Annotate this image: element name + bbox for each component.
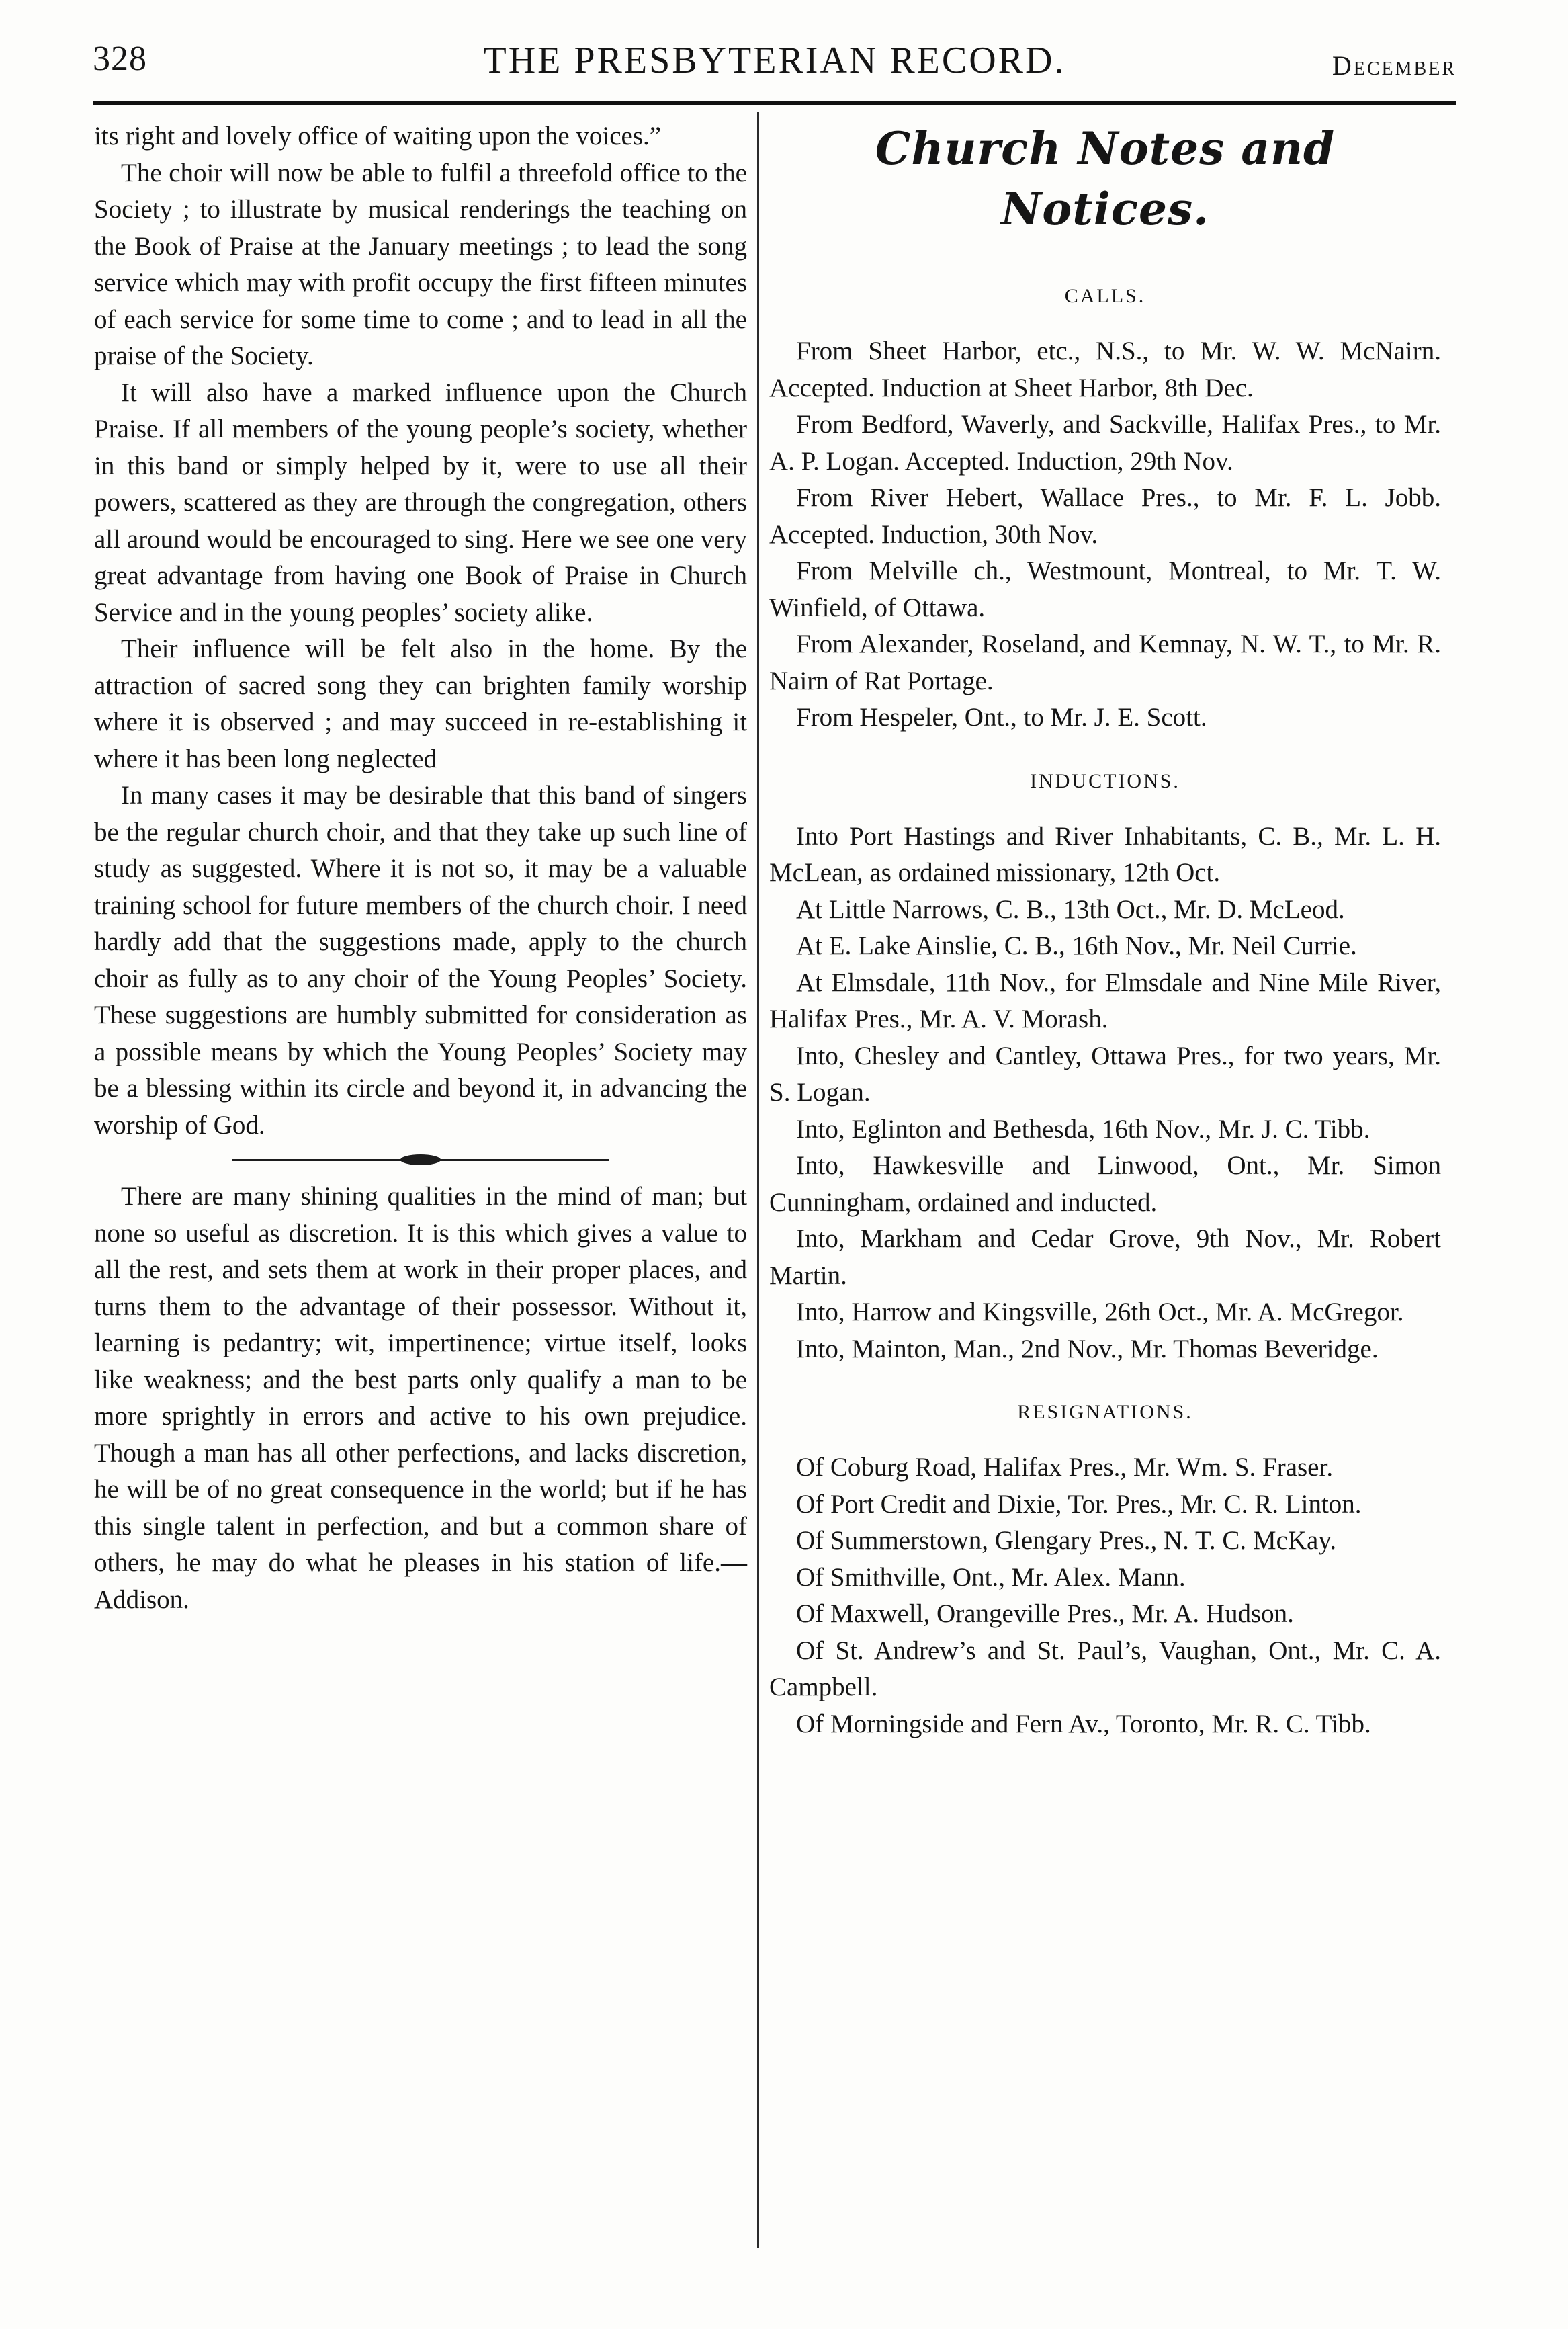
- list-item: Of Morningside and Fern Av., Toronto, Mr. R. C. Tibb.: [796, 1709, 1371, 1738]
- list-item: Into, Chesley and Cantley, Ottawa Pres., for two years, Mr. S. Logan.: [769, 1041, 1441, 1107]
- running-title: THE PRESBYTERIAN RECORD.: [483, 40, 1066, 81]
- paragraph: In many cases it may be desirable that this band of singers be the regular church choir, and that they take up such line of study as suggested. Where it is not so, it may be a valuable training school for future members of the church choir. I need hardly add that the suggestions made, apply to the church choir as fully as to any choir of the Young Peoples’ Society. These suggestions are humbly submitted for consideration as a possible means by which the Young Peoples’ Society may be a blessing within its circle and beyond it, in advancing the worship of God.: [94, 781, 747, 1140]
- list-item: Of Coburg Road, Halifax Pres., Mr. Wm. S. Fraser.: [796, 1453, 1334, 1482]
- paragraph: The choir will now be able to fulfil a threefold office to the Society ; to illustrate by musical renderings the teaching on the Book of Praise at the January meetings ; to lead the song service which may with profit occupy the first fifteen minutes of each service for some time to come ; and to lead in all the praise of the Society.: [94, 158, 747, 370]
- page-number: 328: [93, 40, 147, 78]
- right-column: [769, 118, 1441, 1742]
- list-item: From Hespeler, Ont., to Mr. J. E. Scott.: [796, 703, 1207, 732]
- addison-quote: There are many shining qualities in the mind of man; but none so useful as discretion. It is this which gives a value to all the rest, and sets them at work in their proper places, and turns them to the advantage of their possessor. Without it, learning is pedantry; wit, impertinence; virtue itself, looks like weakness; and the best parts only qualify a man to be more sprightly in errors and active to his own prejudice. Though a man has all other perfections, and lacks discretion, he will be of no great consequence in the world; but if he has this single talent in perfection, and but a common share of others, he may do what he pleases in his station of life.—Addison.: [94, 1182, 747, 1614]
- list-item: At Little Narrows, C. B., 13th Oct., Mr. D. McLeod.: [796, 894, 1345, 924]
- header-rule: [93, 101, 1456, 105]
- calls-heading: CALLS.: [1064, 285, 1146, 307]
- left-column: [94, 118, 747, 1618]
- list-item: Into, Hawkesville and Linwood, Ont., Mr. Simon Cunningham, ordained and inducted.: [769, 1151, 1441, 1217]
- inductions-heading: INDUCTIONS.: [1030, 769, 1180, 792]
- column-rule: [757, 112, 759, 2248]
- list-item: From Melville ch., Westmount, Montreal, to Mr. T. W. Winfield, of Ottawa.: [769, 556, 1441, 622]
- paragraph: its right and lovely office of waiting upon the voices.”: [94, 122, 662, 151]
- list-item: Of Smithville, Ont., Mr. Alex. Mann.: [796, 1562, 1186, 1592]
- list-item: Of Port Credit and Dixie, Tor. Pres., Mr. C. R. Linton.: [796, 1489, 1362, 1519]
- paragraph: Their influence will be felt also in the home. By the attraction of sacred song they can brighten family worship where it is observed ; and may succeed in re-establishing it where it has been long neglected: [94, 634, 747, 773]
- list-item: Into, Mainton, Man., 2nd Nov., Mr. Thomas Beveridge.: [796, 1334, 1379, 1363]
- ornament-icon: [400, 1154, 441, 1165]
- list-item: From River Hebert, Wallace Pres., to Mr. F. L. Jobb. Accepted. Induction, 30th Nov.: [769, 483, 1441, 549]
- list-item: Into, Eglinton and Bethesda, 16th Nov., Mr. J. C. Tibb.: [796, 1114, 1370, 1144]
- paragraph: It will also have a marked influence upon the Church Praise. If all members of the young people’s society, whether in this band or simply helped by it, were to use all their powers, scattered as they are through the congregation, others all around would be encouraged to sing. Here we see one very great advantage from having one Book of Praise in Church Service and in the young peoples’ society alike.: [94, 378, 747, 627]
- resignations-heading: RESIGNATIONS.: [1017, 1401, 1193, 1423]
- list-item: From Alexander, Roseland, and Kemnay, N. W. T., to Mr. R. Nairn of Rat Portage.: [769, 630, 1441, 695]
- month-label: December: [1332, 50, 1456, 81]
- list-item: Into, Markham and Cedar Grove, 9th Nov., Mr. Robert Martin.: [769, 1224, 1441, 1290]
- list-item: Into Port Hastings and River Inhabitants, C. B., Mr. L. H. McLean, as ordained missionary, 12th Oct.: [769, 821, 1441, 887]
- section-title: Church Notes and Notices.: [875, 122, 1336, 235]
- list-item: Of Summerstown, Glengary Pres., N. T. C. McKay.: [796, 1526, 1337, 1555]
- list-item: Of Maxwell, Orangeville Pres., Mr. A. Hudson.: [796, 1599, 1294, 1628]
- list-item: From Sheet Harbor, etc., N.S., to Mr. W. W. McNairn. Accepted. Induction at Sheet Harbor, 8th Dec.: [769, 337, 1441, 403]
- ornament-divider: [232, 1153, 609, 1167]
- list-item: Of St. Andrew’s and St. Paul’s, Vaughan, Ont., Mr. C. A. Campbell.: [769, 1636, 1441, 1701]
- list-item: At Elmsdale, 11th Nov., for Elmsdale and Nine Mile River, Halifax Pres., Mr. A. V. Morash.: [769, 968, 1441, 1033]
- list-item: From Bedford, Waverly, and Sackville, Halifax Pres., to Mr. A. P. Logan. Accepted. Induction, 29th Nov.: [769, 410, 1441, 476]
- list-item: Into, Harrow and Kingsville, 26th Oct., Mr. A. McGregor.: [796, 1298, 1404, 1326]
- list-item: At E. Lake Ainslie, C. B., 16th Nov., Mr. Neil Currie.: [796, 931, 1357, 960]
- page-header: [93, 35, 1456, 95]
